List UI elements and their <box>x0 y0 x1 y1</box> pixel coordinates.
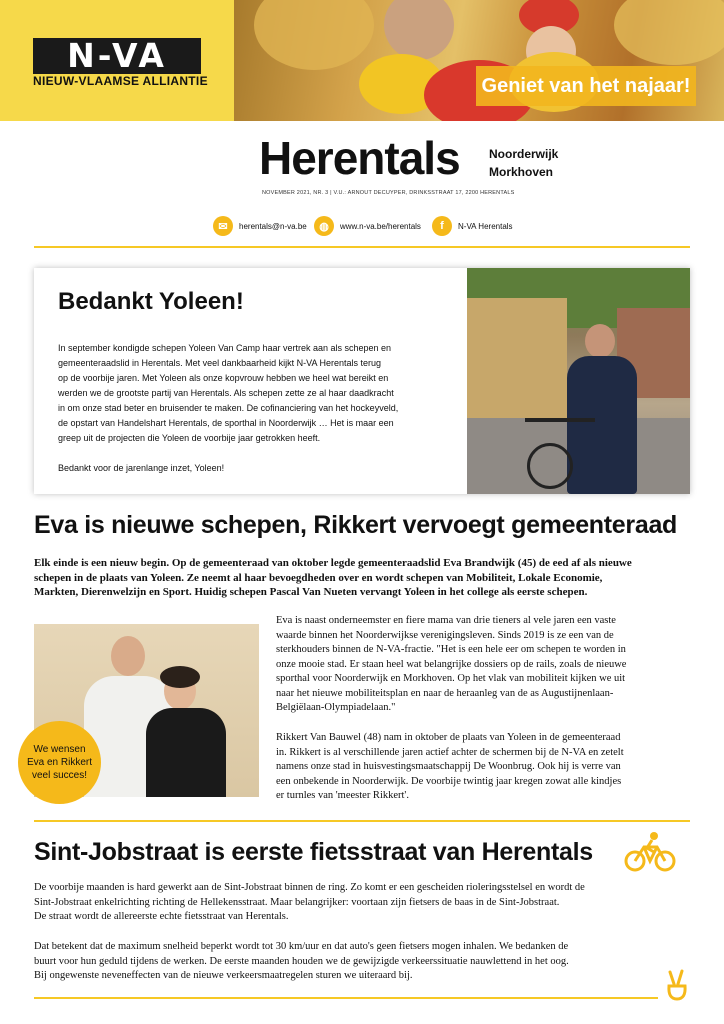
body-line: Bij ongewenste neveneffecten van de nieuwe verkeersmaatregelen sturen we uiteraard bij. <box>34 970 413 981</box>
article3-para1 <box>34 881 690 925</box>
body-line: De voorbije maanden is hard gewerkt aan de Sint-Jobstraat binnen de ring. Zo komt er een gescheiden rioleringsstelsel en wordt de <box>34 882 585 893</box>
body-line: Eva is naast onderneemster en fiere mama van drie tieners al vele jaren een vaste <box>276 615 616 626</box>
contact-facebook-label: N-VA Herentals <box>458 221 513 231</box>
article2-title: Eva is nieuwe schepen, Rikkert vervoegt gemeenteraad <box>34 511 678 539</box>
body-line: Sint-Jobstraat enkelrichting richting de Hellekensstraat. Maar belangrijker: voortaan zijn fietsers de baas in de Sint-Jobstraat. <box>34 896 560 908</box>
body-line: onze mooie stad. Er staan heel wat belangrijke dossiers op de rails, zoals de nieuwe <box>276 658 627 670</box>
body-line: er turnles van 'meester Rikkert'. <box>276 790 409 801</box>
body-line: Rikkert Van Bauwel (48) nam in oktober de plaats van Yoleen in de gemeenteraad <box>276 732 621 743</box>
divider <box>34 820 690 822</box>
body-line: een onbekende in Noorderwijk. De voorbije twintig jaar kregen zowat alle kindjes <box>276 775 622 787</box>
divider <box>34 246 690 248</box>
district-morkhoven: Morkhoven <box>489 165 554 179</box>
article1-body <box>58 341 444 476</box>
logo-subtitle: NIEUW-VLAAMSE ALLIANTIE <box>33 74 208 88</box>
body-line: sporthal voor Noorderwijk en Morkhoven. Op het vlak van mobiliteit kijken we uit <box>276 673 626 684</box>
article1-line: In september kondigde schepen Yoleen Van Camp haar vertrek aan als schepen en <box>58 343 392 353</box>
article2-lead <box>34 556 690 600</box>
lead-line: schepen in de plaats van Yoleen. Ze neemt al haar bevoegdheden over en wordt schepen van Mobiliteit, Lokale Economie, <box>34 571 603 584</box>
article2-para1 <box>276 614 690 716</box>
body-line: Belgiëlaan-Olympiadelaan." <box>276 702 396 713</box>
body-line: Dat betekent dat de maximum snelheid beperkt wordt tot 30 km/uur en dat auto's geen fietsers mogen inhalen. We bedanken de <box>34 941 569 952</box>
lead-line: Markten, Dierenwelzijn en Sport. Huidig schepen Pascal Van Nueten vervangt Yoleen in het college als eerste schepen. <box>34 586 588 598</box>
district-noorderwijk: Noorderwijk <box>489 147 559 161</box>
globe-icon: ◍ <box>314 216 334 236</box>
article3-para2 <box>34 940 690 984</box>
body-line: in. Rikkert is al verschillende jaren actief achter de schermen bij de N-VA en zetelt <box>276 746 624 758</box>
body-line: waarde binnen het Noorderwijkse verenigingsleven. Sinds 2019 is ze een van de <box>276 629 614 641</box>
article3-title: Sint-Jobstraat is eerste fietsstraat van Herentals <box>34 838 593 866</box>
body-line: sterkhouders binnen de N-VA-fractie. "Het is een hele eer om schepen te worden in <box>276 644 626 655</box>
contact-email-label: herentals@n-va.be <box>239 221 307 231</box>
bicycle-icon <box>624 831 676 873</box>
photo-yoleen <box>467 268 690 494</box>
article1-line: in om onze stad beter en bruisender te maken. De cofinanciering van het hockeyveld, <box>58 403 399 413</box>
logo-text: N-VA <box>67 36 167 75</box>
badge-line: We wensen <box>33 744 86 755</box>
article2-para2 <box>276 731 690 804</box>
badge-line: Eva en Rikkert <box>26 757 93 768</box>
badge-wish <box>18 721 101 804</box>
body-line: namens onze stad in huisvestingsmaatschappij De Woonbrug. Ook hij is verre van <box>276 761 621 772</box>
peace-hand-icon <box>660 968 694 1002</box>
contact-website-label: www.n-va.be/herentals <box>340 221 421 231</box>
article1-title: Bedankt Yoleen! <box>58 288 244 315</box>
article1-line: werden we de grootste partij van Herentals. Als schepen zette ze al haar daadkracht <box>58 388 394 398</box>
body-line: naar het nieuwe mobiliteitsplan en naar de heraanleg van de as Augustijnenlaan- <box>276 687 614 699</box>
header-slogan: Geniet van het najaar! <box>476 66 696 106</box>
badge-line: veel succes! <box>31 770 88 781</box>
contact-email[interactable] <box>213 216 307 236</box>
article1-line: greep uit de projecten die Yoleen de voorbije jaar getrokken heeft. <box>58 433 321 443</box>
article1-line: op de voorbije jaren. Met Yoleen als onze kopvrouw hebben we heel wat bereikt en <box>58 373 389 383</box>
body-line: De straat wordt de allereerste echte fietsstraat van Herentals. <box>34 911 289 922</box>
article1-closing: Bedankt voor de jarenlange inzet, Yoleen! <box>58 463 225 473</box>
contact-facebook[interactable] <box>432 216 513 236</box>
mail-icon: ✉ <box>213 216 233 236</box>
contact-website[interactable] <box>314 216 421 236</box>
lead-line: Elk einde is een nieuw begin. Op de gemeenteraad van oktober legde gemeenteraadslid Eva Brandwijk (45) de eed af als nieuwe <box>34 557 632 569</box>
article1-line: gemeenteraadslid in Herentals. Met veel dankbaarheid kijkt N-VA Herentals terug <box>58 358 382 368</box>
page-title: Herentals <box>259 132 460 184</box>
article1-line: de opstart van Handelshart Herentals, de sporthal in Noorderwijk … Het is maar een <box>58 418 394 428</box>
publication-meta: NOVEMBER 2021, NR. 3 | V.U.: ARNOUT DECUYPER, DRINKSSTRAAT 17, 2200 HERENTALS <box>262 190 515 196</box>
divider <box>34 997 658 999</box>
body-line: buurt voor hun geduld tijdens de werken. De eerste maanden houden we de gewijzigde verkeerssituatie nauwlettend in het oog. <box>34 955 569 967</box>
facebook-icon: f <box>432 216 452 236</box>
nva-logo[interactable] <box>33 38 201 74</box>
